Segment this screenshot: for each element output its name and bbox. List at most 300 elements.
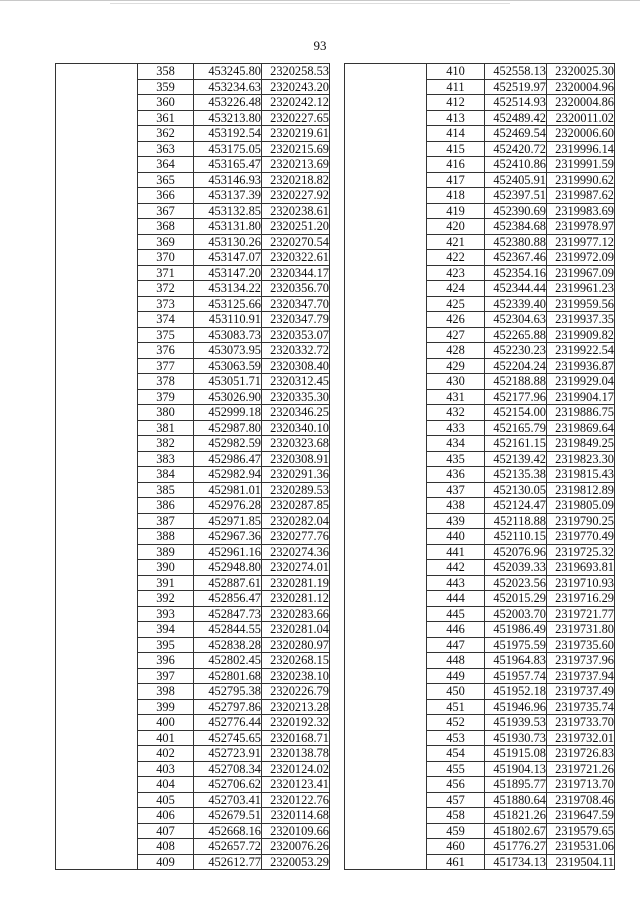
- y-coordinate-cell: 2320114.68: [262, 808, 330, 824]
- y-coordinate-cell: 2319937.35: [547, 312, 615, 328]
- x-coordinate-cell: 452265.88: [485, 327, 547, 343]
- x-coordinate-cell: 452124.47: [485, 498, 547, 514]
- point-number-cell: 409: [138, 854, 194, 870]
- x-coordinate-cell: 452745.65: [194, 730, 262, 746]
- x-coordinate-cell: 452410.86: [485, 157, 547, 173]
- y-coordinate-cell: 2319805.09: [547, 498, 615, 514]
- y-coordinate-cell: 2320238.61: [262, 203, 330, 219]
- x-coordinate-cell: 453213.80: [194, 110, 262, 126]
- y-coordinate-cell: 2320025.30: [547, 64, 615, 80]
- y-coordinate-cell: 2320291.36: [262, 467, 330, 483]
- x-coordinate-cell: 452976.28: [194, 498, 262, 514]
- top-edge-line: [0, 0, 640, 1]
- x-coordinate-cell: 452999.18: [194, 405, 262, 421]
- point-number-cell: 415: [427, 141, 485, 157]
- point-number-cell: 411: [427, 79, 485, 95]
- y-coordinate-cell: 2319716.29: [547, 591, 615, 607]
- x-coordinate-cell: 453245.80: [194, 64, 262, 80]
- y-coordinate-cell: 2320347.70: [262, 296, 330, 312]
- x-coordinate-cell: 453083.73: [194, 327, 262, 343]
- y-coordinate-cell: 2319504.11: [547, 854, 615, 870]
- point-number-cell: 416: [427, 157, 485, 173]
- point-number-cell: 396: [138, 653, 194, 669]
- x-coordinate-cell: 452015.29: [485, 591, 547, 607]
- x-coordinate-cell: 453226.48: [194, 95, 262, 111]
- point-number-cell: 440: [427, 529, 485, 545]
- point-number-cell: 358: [138, 64, 194, 80]
- y-coordinate-cell: 2319708.46: [547, 792, 615, 808]
- x-coordinate-cell: 451734.13: [485, 854, 547, 870]
- y-coordinate-cell: 2319531.06: [547, 839, 615, 855]
- point-number-cell: 444: [427, 591, 485, 607]
- y-coordinate-cell: 2320353.07: [262, 327, 330, 343]
- point-number-cell: 389: [138, 544, 194, 560]
- y-coordinate-cell: 2319725.32: [547, 544, 615, 560]
- point-number-cell: 395: [138, 637, 194, 653]
- x-coordinate-cell: 452139.42: [485, 451, 547, 467]
- x-coordinate-cell: 452961.16: [194, 544, 262, 560]
- point-number-cell: 401: [138, 730, 194, 746]
- x-coordinate-cell: 452165.79: [485, 420, 547, 436]
- x-coordinate-cell: 451930.73: [485, 730, 547, 746]
- y-coordinate-cell: 2320356.70: [262, 281, 330, 297]
- point-number-cell: 359: [138, 79, 194, 95]
- x-coordinate-cell: 452801.68: [194, 668, 262, 684]
- point-number-cell: 369: [138, 234, 194, 250]
- x-coordinate-cell: 451802.67: [485, 823, 547, 839]
- y-coordinate-cell: 2320192.32: [262, 715, 330, 731]
- y-coordinate-cell: 2319812.89: [547, 482, 615, 498]
- x-coordinate-cell: 452797.86: [194, 699, 262, 715]
- x-coordinate-cell: 453146.93: [194, 172, 262, 188]
- y-coordinate-cell: 2320004.86: [547, 95, 615, 111]
- point-number-cell: 442: [427, 560, 485, 576]
- top-faint-line: [110, 3, 510, 4]
- y-coordinate-cell: 2320124.02: [262, 761, 330, 777]
- point-number-cell: 450: [427, 684, 485, 700]
- point-number-cell: 425: [427, 296, 485, 312]
- y-coordinate-cell: 2320076.26: [262, 839, 330, 855]
- y-coordinate-cell: 2319922.54: [547, 343, 615, 359]
- point-number-cell: 457: [427, 792, 485, 808]
- y-coordinate-cell: 2319909.82: [547, 327, 615, 343]
- x-coordinate-cell: 452177.96: [485, 389, 547, 405]
- y-coordinate-cell: 2319815.43: [547, 467, 615, 483]
- y-coordinate-cell: 2320213.28: [262, 699, 330, 715]
- y-coordinate-cell: 2319732.01: [547, 730, 615, 746]
- y-coordinate-cell: 2320274.36: [262, 544, 330, 560]
- point-number-cell: 413: [427, 110, 485, 126]
- point-number-cell: 385: [138, 482, 194, 498]
- y-coordinate-cell: 2319929.04: [547, 374, 615, 390]
- x-coordinate-cell: 451946.96: [485, 699, 547, 715]
- point-number-cell: 453: [427, 730, 485, 746]
- x-coordinate-cell: 452967.36: [194, 529, 262, 545]
- x-coordinate-cell: 452469.54: [485, 126, 547, 142]
- y-coordinate-cell: 2320238.10: [262, 668, 330, 684]
- x-coordinate-cell: 452039.33: [485, 560, 547, 576]
- empty-label-column: [56, 64, 138, 870]
- x-coordinate-cell: 451915.08: [485, 746, 547, 762]
- y-coordinate-cell: 2319936.87: [547, 358, 615, 374]
- y-coordinate-cell: 2319996.14: [547, 141, 615, 157]
- point-number-cell: 436: [427, 467, 485, 483]
- y-coordinate-cell: 2320274.01: [262, 560, 330, 576]
- point-number-cell: 383: [138, 451, 194, 467]
- x-coordinate-cell: 452887.61: [194, 575, 262, 591]
- x-coordinate-cell: 451821.26: [485, 808, 547, 824]
- point-number-cell: 420: [427, 219, 485, 235]
- point-number-cell: 437: [427, 482, 485, 498]
- point-number-cell: 390: [138, 560, 194, 576]
- point-number-cell: 447: [427, 637, 485, 653]
- point-number-cell: 419: [427, 203, 485, 219]
- x-coordinate-cell: 453147.07: [194, 250, 262, 266]
- point-number-cell: 417: [427, 172, 485, 188]
- y-coordinate-cell: 2320280.97: [262, 637, 330, 653]
- x-coordinate-cell: 451880.64: [485, 792, 547, 808]
- point-number-cell: 368: [138, 219, 194, 235]
- y-coordinate-cell: 2320123.41: [262, 777, 330, 793]
- y-coordinate-cell: 2320268.15: [262, 653, 330, 669]
- point-number-cell: 456: [427, 777, 485, 793]
- y-coordinate-cell: 2319770.49: [547, 529, 615, 545]
- point-number-cell: 402: [138, 746, 194, 762]
- x-coordinate-cell: 452489.42: [485, 110, 547, 126]
- x-coordinate-cell: 452384.68: [485, 219, 547, 235]
- point-number-cell: 449: [427, 668, 485, 684]
- y-coordinate-cell: 2319978.97: [547, 219, 615, 235]
- point-number-cell: 364: [138, 157, 194, 173]
- y-coordinate-cell: 2319721.26: [547, 761, 615, 777]
- point-number-cell: 406: [138, 808, 194, 824]
- x-coordinate-cell: 452367.46: [485, 250, 547, 266]
- point-number-cell: 386: [138, 498, 194, 514]
- point-number-cell: 380: [138, 405, 194, 421]
- y-coordinate-cell: 2320281.04: [262, 622, 330, 638]
- x-coordinate-cell: 452135.38: [485, 467, 547, 483]
- point-number-cell: 373: [138, 296, 194, 312]
- x-coordinate-cell: 453134.22: [194, 281, 262, 297]
- point-number-cell: 372: [138, 281, 194, 297]
- table-row: [56, 64, 330, 80]
- x-coordinate-cell: 452703.41: [194, 792, 262, 808]
- y-coordinate-cell: 2319735.74: [547, 699, 615, 715]
- y-coordinate-cell: 2320215.69: [262, 141, 330, 157]
- point-number-cell: 378: [138, 374, 194, 390]
- y-coordinate-cell: 2320346.25: [262, 405, 330, 421]
- point-number-cell: 370: [138, 250, 194, 266]
- page-number: 93: [313, 38, 327, 53]
- coordinates-table-left-body: [56, 64, 330, 870]
- x-coordinate-cell: 452856.47: [194, 591, 262, 607]
- x-coordinate-cell: 452519.97: [485, 79, 547, 95]
- point-number-cell: 448: [427, 653, 485, 669]
- y-coordinate-cell: 2320004.96: [547, 79, 615, 95]
- point-number-cell: 431: [427, 389, 485, 405]
- point-number-cell: 377: [138, 358, 194, 374]
- point-number-cell: 367: [138, 203, 194, 219]
- y-coordinate-cell: 2319869.64: [547, 420, 615, 436]
- table-row: [345, 64, 615, 80]
- point-number-cell: 422: [427, 250, 485, 266]
- y-coordinate-cell: 2320312.45: [262, 374, 330, 390]
- y-coordinate-cell: 2319959.56: [547, 296, 615, 312]
- x-coordinate-cell: 452668.16: [194, 823, 262, 839]
- point-number-cell: 361: [138, 110, 194, 126]
- point-number-cell: 414: [427, 126, 485, 142]
- y-coordinate-cell: 2319737.49: [547, 684, 615, 700]
- x-coordinate-cell: 452405.91: [485, 172, 547, 188]
- y-coordinate-cell: 2320138.78: [262, 746, 330, 762]
- x-coordinate-cell: 453073.95: [194, 343, 262, 359]
- x-coordinate-cell: 452304.63: [485, 312, 547, 328]
- y-coordinate-cell: 2320258.53: [262, 64, 330, 80]
- x-coordinate-cell: 452982.59: [194, 436, 262, 452]
- x-coordinate-cell: 452795.38: [194, 684, 262, 700]
- point-number-cell: 397: [138, 668, 194, 684]
- x-coordinate-cell: 453130.26: [194, 234, 262, 250]
- x-coordinate-cell: 451939.53: [485, 715, 547, 731]
- point-number-cell: 454: [427, 746, 485, 762]
- y-coordinate-cell: 2320322.61: [262, 250, 330, 266]
- point-number-cell: 446: [427, 622, 485, 638]
- y-coordinate-cell: 2319977.12: [547, 234, 615, 250]
- y-coordinate-cell: 2319991.59: [547, 157, 615, 173]
- point-number-cell: 430: [427, 374, 485, 390]
- point-number-cell: 439: [427, 513, 485, 529]
- y-coordinate-cell: 2320226.79: [262, 684, 330, 700]
- x-coordinate-cell: 452558.13: [485, 64, 547, 80]
- empty-label-column: [345, 64, 427, 870]
- y-coordinate-cell: 2319904.17: [547, 389, 615, 405]
- x-coordinate-cell: 452076.96: [485, 544, 547, 560]
- x-coordinate-cell: 453165.47: [194, 157, 262, 173]
- point-number-cell: 381: [138, 420, 194, 436]
- y-coordinate-cell: 2320219.61: [262, 126, 330, 142]
- point-number-cell: 441: [427, 544, 485, 560]
- y-coordinate-cell: 2319710.93: [547, 575, 615, 591]
- x-coordinate-cell: 452339.40: [485, 296, 547, 312]
- point-number-cell: 418: [427, 188, 485, 204]
- x-coordinate-cell: 453137.39: [194, 188, 262, 204]
- point-number-cell: 428: [427, 343, 485, 359]
- x-coordinate-cell: 452130.05: [485, 482, 547, 498]
- point-number-cell: 423: [427, 265, 485, 281]
- point-number-cell: 433: [427, 420, 485, 436]
- point-number-cell: 438: [427, 498, 485, 514]
- y-coordinate-cell: 2319713.70: [547, 777, 615, 793]
- point-number-cell: 398: [138, 684, 194, 700]
- x-coordinate-cell: 453051.71: [194, 374, 262, 390]
- x-coordinate-cell: 452847.73: [194, 606, 262, 622]
- point-number-cell: 434: [427, 436, 485, 452]
- x-coordinate-cell: 452776.44: [194, 715, 262, 731]
- point-number-cell: 394: [138, 622, 194, 638]
- point-number-cell: 410: [427, 64, 485, 80]
- point-number-cell: 393: [138, 606, 194, 622]
- y-coordinate-cell: 2319647.59: [547, 808, 615, 824]
- y-coordinate-cell: 2319967.09: [547, 265, 615, 281]
- point-number-cell: 452: [427, 715, 485, 731]
- y-coordinate-cell: 2319987.62: [547, 188, 615, 204]
- point-number-cell: 384: [138, 467, 194, 483]
- x-coordinate-cell: 452844.55: [194, 622, 262, 638]
- y-coordinate-cell: 2320109.66: [262, 823, 330, 839]
- point-number-cell: 427: [427, 327, 485, 343]
- x-coordinate-cell: 452354.16: [485, 265, 547, 281]
- y-coordinate-cell: 2320218.82: [262, 172, 330, 188]
- point-number-cell: 387: [138, 513, 194, 529]
- x-coordinate-cell: 453175.05: [194, 141, 262, 157]
- x-coordinate-cell: 453063.59: [194, 358, 262, 374]
- y-coordinate-cell: 2319886.75: [547, 405, 615, 421]
- point-number-cell: 421: [427, 234, 485, 250]
- point-number-cell: 407: [138, 823, 194, 839]
- y-coordinate-cell: 2319990.62: [547, 172, 615, 188]
- point-number-cell: 392: [138, 591, 194, 607]
- x-coordinate-cell: 451964.83: [485, 653, 547, 669]
- x-coordinate-cell: 452723.91: [194, 746, 262, 762]
- y-coordinate-cell: 2319790.25: [547, 513, 615, 529]
- x-coordinate-cell: 452708.34: [194, 761, 262, 777]
- x-coordinate-cell: 452390.69: [485, 203, 547, 219]
- y-coordinate-cell: 2320308.40: [262, 358, 330, 374]
- x-coordinate-cell: 452679.51: [194, 808, 262, 824]
- x-coordinate-cell: 452110.15: [485, 529, 547, 545]
- y-coordinate-cell: 2320053.29: [262, 854, 330, 870]
- y-coordinate-cell: 2320006.60: [547, 126, 615, 142]
- x-coordinate-cell: 452154.00: [485, 405, 547, 421]
- point-number-cell: 371: [138, 265, 194, 281]
- x-coordinate-cell: 453026.90: [194, 389, 262, 405]
- point-number-cell: 362: [138, 126, 194, 142]
- y-coordinate-cell: 2320347.79: [262, 312, 330, 328]
- x-coordinate-cell: 451895.77: [485, 777, 547, 793]
- x-coordinate-cell: 451957.74: [485, 668, 547, 684]
- x-coordinate-cell: 451952.18: [485, 684, 547, 700]
- x-coordinate-cell: 452188.88: [485, 374, 547, 390]
- point-number-cell: 363: [138, 141, 194, 157]
- y-coordinate-cell: 2320122.76: [262, 792, 330, 808]
- y-coordinate-cell: 2320168.71: [262, 730, 330, 746]
- x-coordinate-cell: 452706.62: [194, 777, 262, 793]
- y-coordinate-cell: 2320281.12: [262, 591, 330, 607]
- x-coordinate-cell: 452657.72: [194, 839, 262, 855]
- point-number-cell: 376: [138, 343, 194, 359]
- point-number-cell: 429: [427, 358, 485, 374]
- y-coordinate-cell: 2320243.20: [262, 79, 330, 95]
- y-coordinate-cell: 2320227.65: [262, 110, 330, 126]
- x-coordinate-cell: 452380.88: [485, 234, 547, 250]
- x-coordinate-cell: 453147.20: [194, 265, 262, 281]
- point-number-cell: 435: [427, 451, 485, 467]
- y-coordinate-cell: 2320213.69: [262, 157, 330, 173]
- x-coordinate-cell: 452003.70: [485, 606, 547, 622]
- point-number-cell: 432: [427, 405, 485, 421]
- point-number-cell: 374: [138, 312, 194, 328]
- point-number-cell: 365: [138, 172, 194, 188]
- x-coordinate-cell: 452612.77: [194, 854, 262, 870]
- point-number-cell: 391: [138, 575, 194, 591]
- y-coordinate-cell: 2320308.91: [262, 451, 330, 467]
- point-number-cell: 375: [138, 327, 194, 343]
- y-coordinate-cell: 2320340.10: [262, 420, 330, 436]
- x-coordinate-cell: 453132.85: [194, 203, 262, 219]
- y-coordinate-cell: 2320287.85: [262, 498, 330, 514]
- y-coordinate-cell: 2320344.17: [262, 265, 330, 281]
- point-number-cell: 360: [138, 95, 194, 111]
- point-number-cell: 366: [138, 188, 194, 204]
- point-number-cell: 382: [138, 436, 194, 452]
- x-coordinate-cell: 452161.15: [485, 436, 547, 452]
- point-number-cell: 459: [427, 823, 485, 839]
- x-coordinate-cell: 452981.01: [194, 482, 262, 498]
- y-coordinate-cell: 2319733.70: [547, 715, 615, 731]
- x-coordinate-cell: 452023.56: [485, 575, 547, 591]
- x-coordinate-cell: 451904.13: [485, 761, 547, 777]
- point-number-cell: 405: [138, 792, 194, 808]
- point-number-cell: 426: [427, 312, 485, 328]
- x-coordinate-cell: 453192.54: [194, 126, 262, 142]
- y-coordinate-cell: 2319735.60: [547, 637, 615, 653]
- coordinates-table-right: [344, 63, 615, 870]
- point-number-cell: 445: [427, 606, 485, 622]
- point-number-cell: 461: [427, 854, 485, 870]
- point-number-cell: 400: [138, 715, 194, 731]
- point-number-cell: 399: [138, 699, 194, 715]
- point-number-cell: 451: [427, 699, 485, 715]
- y-coordinate-cell: 2320332.72: [262, 343, 330, 359]
- y-coordinate-cell: 2320335.30: [262, 389, 330, 405]
- x-coordinate-cell: 452230.23: [485, 343, 547, 359]
- coordinates-table-right-body: [345, 64, 615, 870]
- x-coordinate-cell: 451975.59: [485, 637, 547, 653]
- coordinates-table-left: [55, 63, 330, 870]
- point-number-cell: 424: [427, 281, 485, 297]
- x-coordinate-cell: 452838.28: [194, 637, 262, 653]
- x-coordinate-cell: 453131.80: [194, 219, 262, 235]
- y-coordinate-cell: 2320251.20: [262, 219, 330, 235]
- x-coordinate-cell: 453110.91: [194, 312, 262, 328]
- x-coordinate-cell: 452344.44: [485, 281, 547, 297]
- x-coordinate-cell: 452982.94: [194, 467, 262, 483]
- y-coordinate-cell: 2319579.65: [547, 823, 615, 839]
- x-coordinate-cell: 452971.85: [194, 513, 262, 529]
- x-coordinate-cell: 451986.49: [485, 622, 547, 638]
- y-coordinate-cell: 2319961.23: [547, 281, 615, 297]
- y-coordinate-cell: 2320282.04: [262, 513, 330, 529]
- y-coordinate-cell: 2319823.30: [547, 451, 615, 467]
- point-number-cell: 408: [138, 839, 194, 855]
- point-number-cell: 403: [138, 761, 194, 777]
- x-coordinate-cell: 452118.88: [485, 513, 547, 529]
- y-coordinate-cell: 2320227.92: [262, 188, 330, 204]
- y-coordinate-cell: 2319737.94: [547, 668, 615, 684]
- y-coordinate-cell: 2319972.09: [547, 250, 615, 266]
- x-coordinate-cell: 453234.63: [194, 79, 262, 95]
- point-number-cell: 460: [427, 839, 485, 855]
- point-number-cell: 388: [138, 529, 194, 545]
- x-coordinate-cell: 452514.93: [485, 95, 547, 111]
- y-coordinate-cell: 2319737.96: [547, 653, 615, 669]
- y-coordinate-cell: 2320283.66: [262, 606, 330, 622]
- x-coordinate-cell: 453125.66: [194, 296, 262, 312]
- x-coordinate-cell: 452802.45: [194, 653, 262, 669]
- point-number-cell: 412: [427, 95, 485, 111]
- y-coordinate-cell: 2320323.68: [262, 436, 330, 452]
- x-coordinate-cell: 451776.27: [485, 839, 547, 855]
